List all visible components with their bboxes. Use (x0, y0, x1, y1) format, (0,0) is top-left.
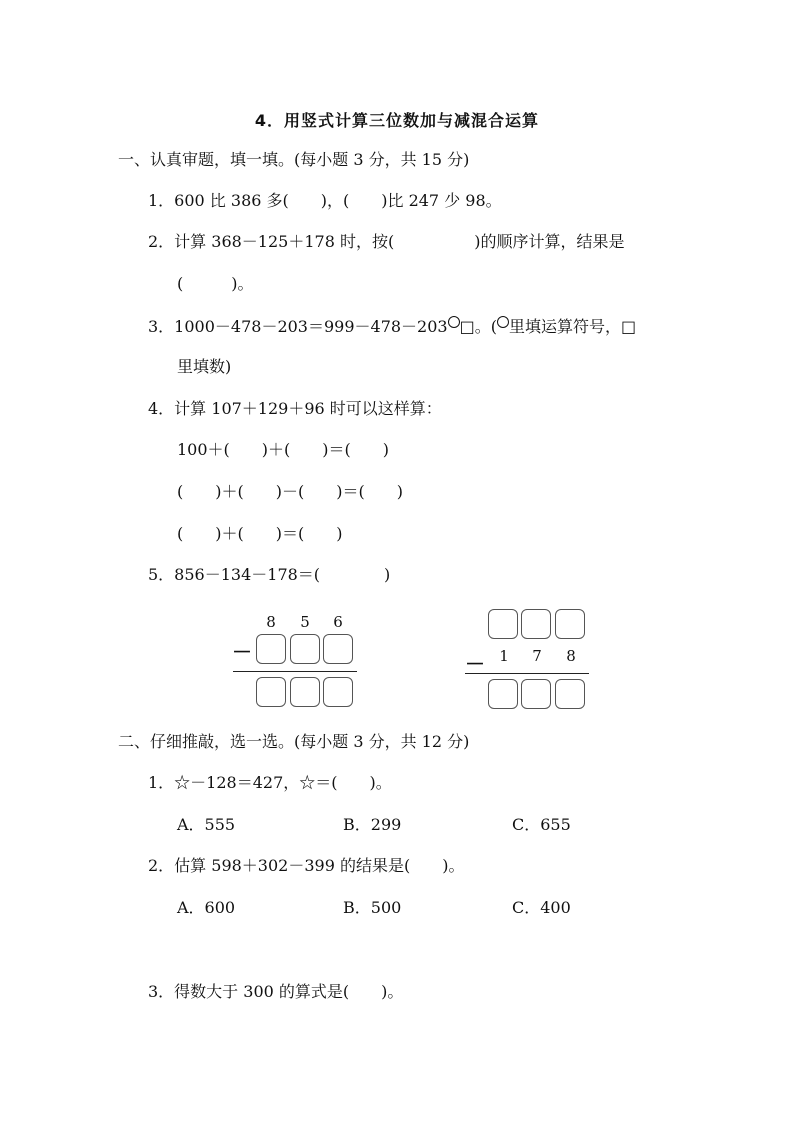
digit: 7 (532, 647, 542, 665)
answer-box[interactable] (323, 677, 353, 707)
question-1-2-line1: 2．计算 368－125＋178 时，按( )的顺序计算，结果是 (148, 232, 625, 251)
answer-box[interactable] (290, 634, 320, 664)
sum-line (465, 673, 589, 674)
question-1-3-line1 (148, 316, 636, 337)
answer-box[interactable] (323, 634, 353, 664)
question-1-4-row1: 100＋( )＋( )＝( ) (177, 440, 389, 459)
answer-box[interactable] (521, 609, 551, 639)
option-a[interactable]: A．555 (177, 815, 236, 834)
answer-box[interactable] (521, 679, 551, 709)
digit: 5 (300, 613, 310, 631)
digit: 8 (566, 647, 576, 665)
answer-box[interactable] (555, 679, 585, 709)
question-2-2: 2．估算 598＋302－399 的结果是( )。 (148, 856, 465, 875)
q3-text-a: 3．1000－478－203＝999－478－203 (148, 317, 448, 336)
option-b[interactable]: B．500 (343, 898, 402, 917)
option-b[interactable]: B．299 (343, 815, 402, 834)
minus-sign: － (232, 640, 252, 664)
question-1-2-line2: ( )。 (177, 274, 254, 293)
circle-symbol-icon (448, 316, 460, 328)
option-c[interactable]: C．655 (512, 815, 571, 834)
answer-box[interactable] (256, 677, 286, 707)
answer-box[interactable] (488, 679, 518, 709)
page-title: 4．用竖式计算三位数加与减混合运算 (254, 111, 540, 130)
sum-line (233, 671, 357, 672)
question-1-4-row2: ( )＋( )－( )＝( ) (177, 482, 403, 501)
minus-sign: － (465, 652, 485, 676)
digit: 8 (266, 613, 276, 631)
question-1-1: 1．600 比 386 多( )，( )比 247 少 98。 (148, 191, 502, 210)
answer-box[interactable] (290, 677, 320, 707)
digit: 6 (333, 613, 343, 631)
section-1-heading: 一、认真审题，填一填。(每小题 3 分，共 15 分) (118, 150, 470, 169)
question-2-1: 1．☆－128＝427，☆＝( )。 (148, 773, 392, 792)
question-1-5: 5．856－134－178＝( ) (148, 565, 391, 584)
section-2-heading: 二、仔细推敲，选一选。(每小题 3 分，共 12 分) (118, 732, 470, 751)
question-1-4-row3: ( )＋( )＝( ) (177, 524, 343, 543)
q3-text-b: □。( (459, 317, 497, 336)
question-2-3: 3．得数大于 300 的算式是( )。 (148, 982, 404, 1001)
question-1-4: 4．计算 107＋129＋96 时可以这样算： (148, 399, 442, 418)
circle-symbol-icon (497, 316, 509, 328)
answer-box[interactable] (555, 609, 585, 639)
option-a[interactable]: A．600 (177, 898, 236, 917)
question-1-3-line2: 里填数) (177, 357, 232, 376)
digit: 1 (499, 647, 509, 665)
option-c[interactable]: C．400 (512, 898, 571, 917)
q3-text-c: 里填运算符号，□ (508, 317, 637, 336)
answer-box[interactable] (488, 609, 518, 639)
answer-box[interactable] (256, 634, 286, 664)
